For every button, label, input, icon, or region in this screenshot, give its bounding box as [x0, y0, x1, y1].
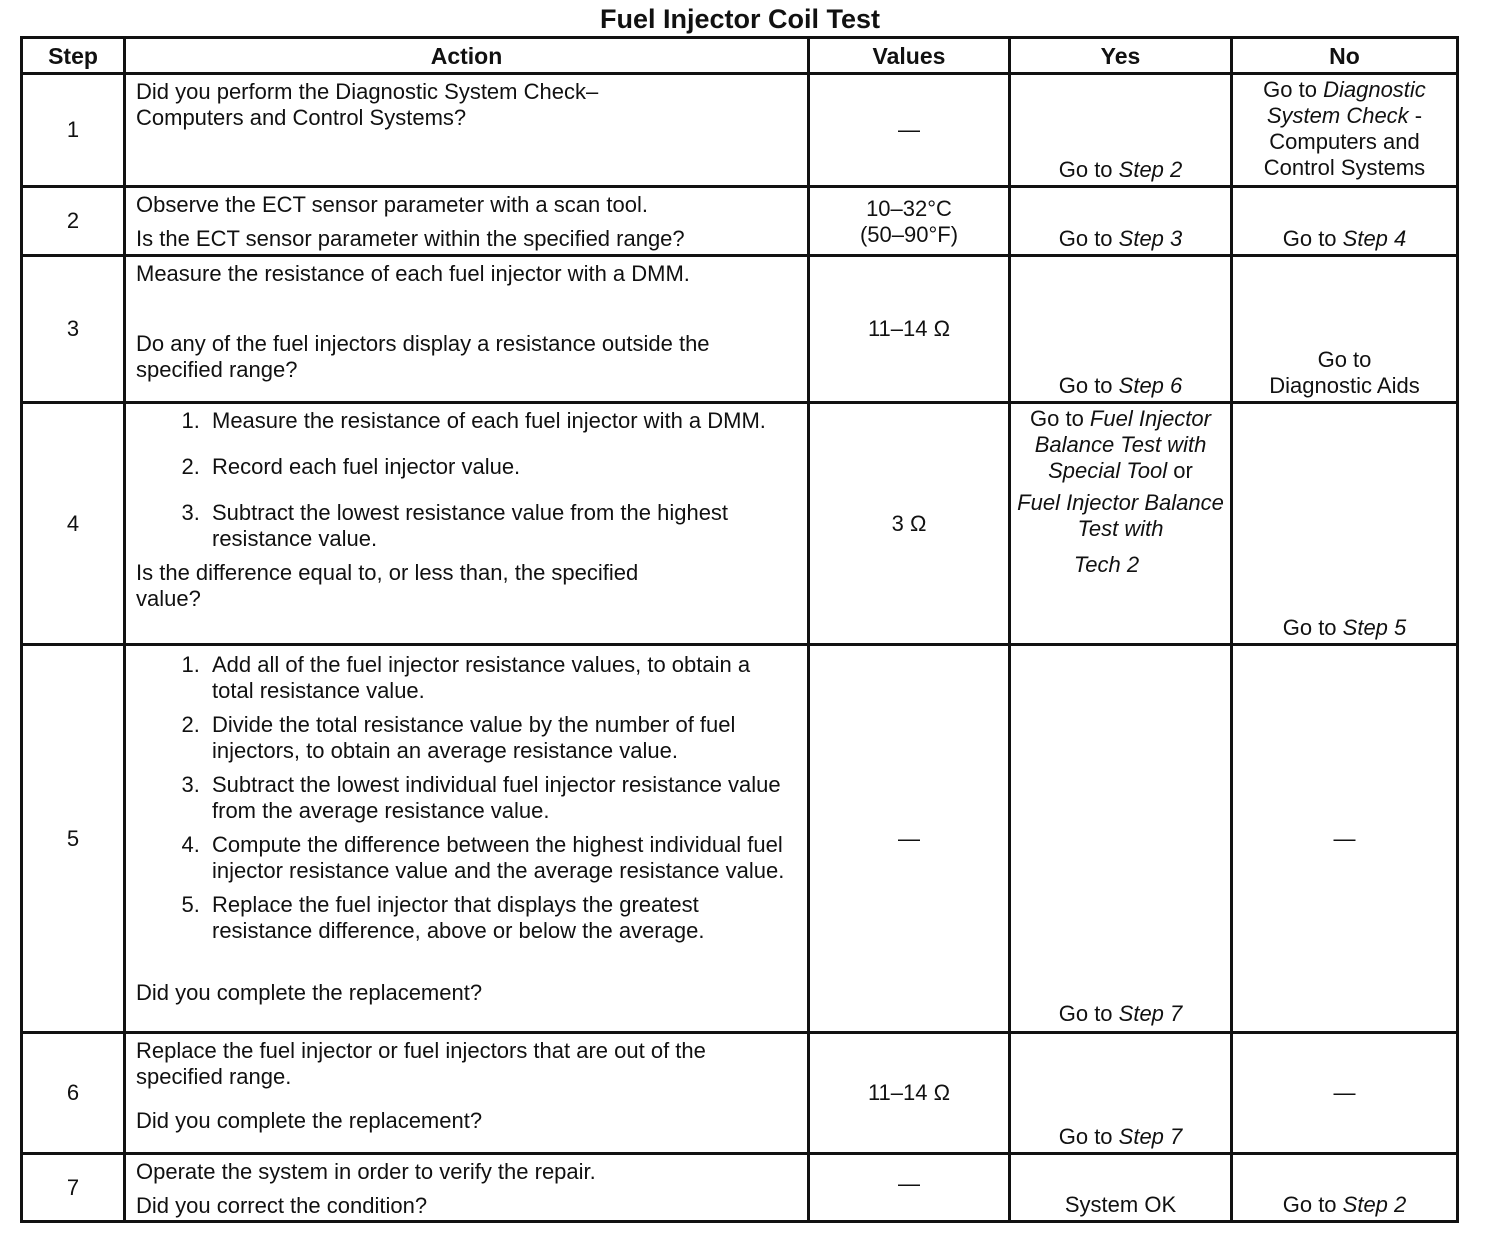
value-cell	[809, 256, 1010, 403]
no-text: —	[1333, 1080, 1356, 1105]
yes-prefix: Go to	[1058, 226, 1119, 251]
step-number: 2	[22, 187, 125, 256]
no-text: —	[1333, 825, 1356, 851]
value-text: —	[898, 117, 920, 142]
no-line: Go to	[1317, 347, 1372, 372]
header-action: Action	[125, 38, 809, 74]
action-text: Do any of the fuel injectors display a resistance outside the specified range?	[136, 331, 710, 382]
yes-link[interactable]: Step 3	[1118, 226, 1183, 251]
table-row	[22, 74, 1458, 187]
value-text: —	[898, 1171, 920, 1196]
no-prefix: Go to	[1263, 77, 1324, 102]
value-text: —	[898, 825, 920, 851]
action-text: Did you complete the replacement?	[136, 1108, 483, 1133]
yes-link[interactable]: Fuel Injector Balance Test with	[1017, 490, 1224, 541]
step-number: 6	[22, 1033, 125, 1154]
list-item: 3. Subtract the lowest individual fuel injector resistance value from the average resistance value.	[206, 772, 797, 824]
action-text: Measure the resistance of each fuel injector with a DMM.	[136, 261, 690, 286]
action-text: Observe the ECT sensor parameter with a scan tool.	[136, 192, 648, 217]
yes-prefix: Go to	[1058, 157, 1119, 182]
step-number: 1	[22, 74, 125, 187]
header-yes: Yes	[1010, 38, 1232, 74]
yes-cell	[1010, 187, 1232, 256]
list-item: 3. Subtract the lowest resistance value from the highest resistance value.	[206, 500, 791, 552]
no-link[interactable]: Step 5	[1342, 615, 1407, 640]
header-no: No	[1232, 38, 1458, 74]
value-cell	[809, 645, 1010, 1033]
yes-cell	[1010, 645, 1232, 1033]
procedure-list	[136, 652, 797, 944]
no-cell	[1232, 187, 1458, 256]
no-cell	[1232, 403, 1458, 645]
table-row	[22, 1033, 1458, 1154]
action-cell	[125, 187, 809, 256]
value-text: 3 Ω	[891, 510, 927, 536]
table-row	[22, 403, 1458, 645]
no-cell	[1232, 645, 1458, 1033]
procedure-list	[136, 408, 791, 552]
table-row	[22, 1154, 1458, 1222]
value-text: (50–90°F)	[859, 222, 959, 247]
list-item: 4. Compute the difference between the highest individual fuel injector resistance value and the average resistance value.	[206, 832, 797, 884]
question-text: Did you complete the replacement?	[136, 980, 483, 1005]
yes-prefix: Go to	[1058, 373, 1119, 398]
no-prefix: Go to	[1282, 615, 1343, 640]
no-link[interactable]: Step 2	[1342, 1192, 1407, 1217]
no-link[interactable]: Diagnostic Aids	[1269, 373, 1420, 398]
yes-prefix: Go to	[1030, 406, 1090, 431]
action-text: Did you perform the Diagnostic System Check–	[136, 79, 599, 104]
list-item: 2. Record each fuel injector value.	[206, 454, 791, 480]
list-item: 2. Divide the total resistance value by the number of fuel injectors, to obtain an average resistance value.	[206, 712, 797, 764]
yes-link[interactable]: Tech 2	[1073, 552, 1140, 577]
table-row	[22, 187, 1458, 256]
step-number: 4	[22, 403, 125, 645]
value-text: 10–32°C	[866, 196, 952, 221]
no-prefix: Go to	[1282, 1192, 1343, 1217]
action-cell	[125, 256, 809, 403]
action-text: Did you correct the condition?	[136, 1193, 428, 1218]
action-text: Is the ECT sensor parameter within the specified range?	[136, 226, 685, 251]
page-title: Fuel Injector Coil Test	[599, 4, 881, 34]
diagnostic-table	[20, 36, 1459, 1223]
value-cell	[809, 403, 1010, 645]
yes-cell	[1010, 256, 1232, 403]
table-row	[22, 256, 1458, 403]
yes-prefix: Go to	[1058, 1124, 1119, 1149]
action-text: Computers and Control Systems?	[136, 105, 467, 130]
step-number: 3	[22, 256, 125, 403]
header-row	[22, 38, 1458, 74]
no-suffix: - Computers and Control Systems	[1263, 103, 1426, 180]
yes-link[interactable]: Step 2	[1118, 157, 1183, 182]
yes-middle: or	[1167, 458, 1193, 483]
yes-link[interactable]: Step 7	[1118, 1124, 1183, 1149]
yes-cell	[1010, 403, 1232, 645]
yes-cell	[1010, 1033, 1232, 1154]
action-cell	[125, 403, 809, 645]
list-item: 1. Measure the resistance of each fuel injector with a DMM.	[206, 408, 791, 434]
question-text: Is the difference equal to, or less than, the specified value?	[136, 560, 639, 611]
value-text: 11–14 Ω	[867, 1080, 951, 1105]
action-cell	[125, 1033, 809, 1154]
no-cell	[1232, 1154, 1458, 1222]
list-item: 1. Add all of the fuel injector resistance values, to obtain a total resistance value.	[206, 652, 797, 704]
list-item: 5. Replace the fuel injector that displays the greatest resistance difference, above or below the average.	[206, 892, 797, 944]
no-prefix: Go to	[1282, 226, 1343, 251]
yes-link[interactable]: Fuel Injector Balance Test with Special Tool	[1034, 406, 1211, 483]
no-link[interactable]: Diagnostic System Check	[1266, 77, 1426, 128]
header-step: Step	[22, 38, 125, 74]
no-cell	[1232, 256, 1458, 403]
action-cell	[125, 74, 809, 187]
action-text: Replace the fuel injector or fuel injectors that are out of the specified range.	[136, 1038, 706, 1089]
action-cell	[125, 645, 809, 1033]
yes-link[interactable]: Step 7	[1118, 1001, 1183, 1026]
value-cell	[809, 1033, 1010, 1154]
yes-text[interactable]: System OK	[1064, 1192, 1177, 1217]
yes-prefix: Go to	[1058, 1001, 1119, 1026]
step-number: 5	[22, 645, 125, 1033]
action-text: Operate the system in order to verify the repair.	[136, 1159, 596, 1184]
action-cell	[125, 1154, 809, 1222]
step-number: 7	[22, 1154, 125, 1222]
value-text: 11–14 Ω	[867, 316, 951, 341]
value-cell	[809, 187, 1010, 256]
no-link[interactable]: Step 4	[1342, 226, 1407, 251]
value-cell	[809, 1154, 1010, 1222]
table-row	[22, 645, 1458, 1033]
header-values: Values	[809, 38, 1010, 74]
value-cell	[809, 74, 1010, 187]
no-cell	[1232, 74, 1458, 187]
yes-cell	[1010, 1154, 1232, 1222]
yes-link[interactable]: Step 6	[1118, 373, 1183, 398]
no-cell	[1232, 1033, 1458, 1154]
yes-cell	[1010, 74, 1232, 187]
